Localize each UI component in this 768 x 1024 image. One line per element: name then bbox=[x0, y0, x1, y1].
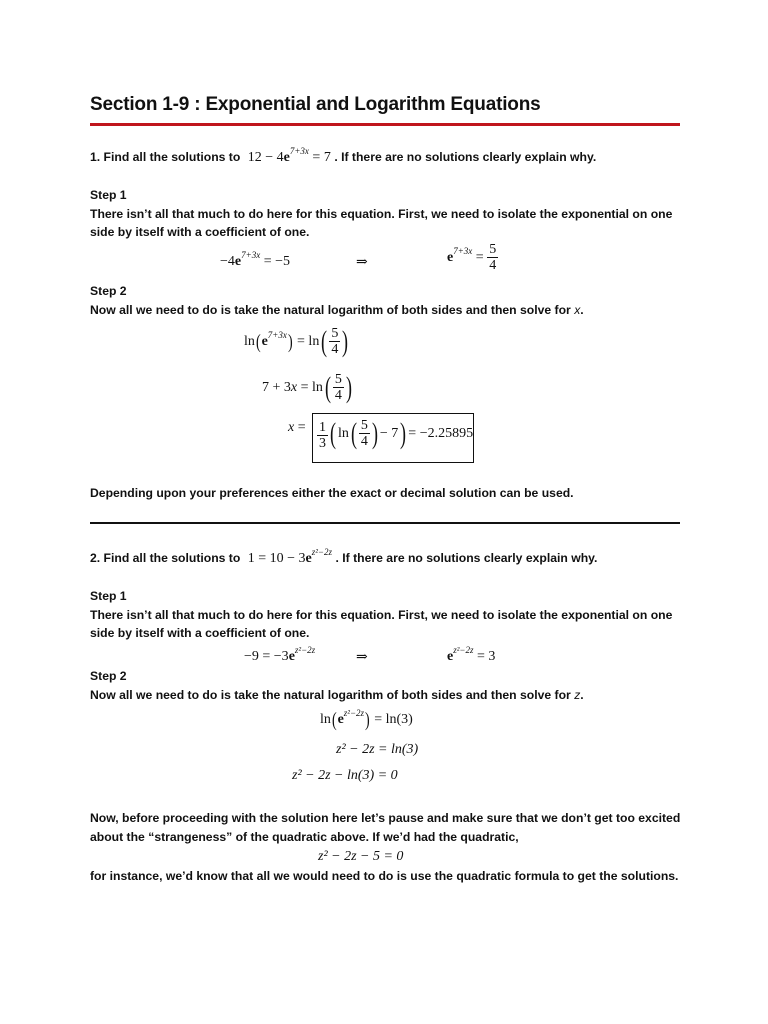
problem-1-prompt-start: 1. Find all the solutions to bbox=[90, 150, 241, 164]
p2-step1-label: Step 1 bbox=[90, 589, 127, 603]
p2-para2: for instance, we’d know that all we would need to do is use the quadratic formula to get the solutions. bbox=[90, 869, 679, 883]
p1-step1-line2: side by itself with a coefficient of one. bbox=[90, 225, 310, 239]
problem-1-prompt-end: . If there are no solutions clearly explain why. bbox=[334, 150, 597, 164]
p1-implies-arrow: ⇒ bbox=[356, 255, 368, 270]
title-rule bbox=[90, 123, 680, 126]
p2-step2-line-2: z² − 2z = ln(3) bbox=[336, 742, 419, 757]
problem-2-prompt-start: 2. Find all the solutions to bbox=[90, 551, 241, 565]
problem-1-equation: $12 - 4e^{7+3x} = 7$ bbox=[247, 146, 331, 165]
p2-step1-equation-result: $e^{z^2-2z} = 3$ bbox=[447, 645, 496, 664]
p1-step2-line-1: $\ln(e^{7+3x}) = \ln$( $\frac{5}{4}$ ) bbox=[244, 324, 349, 358]
p2-implies-arrow: ⇒ bbox=[356, 650, 368, 665]
p1-step1-line1: There isn’t all that much to do here for this equation. First, we need to isolate the exponential on one bbox=[90, 207, 673, 221]
p1-step2-label: Step 2 bbox=[90, 284, 127, 298]
p2-example-equation: z² − 2z − 5 = 0 bbox=[318, 849, 404, 864]
p2-step2-line-1: $\ln(e^{z^2-2z}) = \ln(3)$ bbox=[320, 708, 413, 731]
p1-step2-line: Now all we need to do is take the natural logarithm of both sides and then solve for x. bbox=[90, 303, 584, 317]
p1-step1-equation-result: $e^{7+3x}$ = $\frac{5}{4}$ bbox=[447, 242, 497, 274]
p1-boxed-solution: $\frac{1}{3}$ ( ln( $\frac{5}{4}$ ) − 7) = −2.25895 bbox=[312, 413, 474, 463]
p2-step2-label: Step 2 bbox=[90, 669, 127, 683]
p1-conclusion: Depending upon your preferences either the exact or decimal solution can be used. bbox=[90, 486, 574, 500]
p1-step1-label: Step 1 bbox=[90, 188, 127, 202]
p1-step2-line-2: 7 + 3x = ln( $\frac{5}{4}$ ) bbox=[262, 370, 352, 404]
problem-1-prompt bbox=[90, 148, 596, 167]
p1-step2-line-3: x = bbox=[288, 420, 306, 435]
p2-step1-equation-lhs: $-9 = -3e^{z^2-2z}$ bbox=[244, 645, 316, 664]
p2-para1-line2: about the “strangeness” of the quadratic above. If we’d had the quadratic, bbox=[90, 830, 519, 844]
p1-step1-equation-lhs: $-4e^{7+3x} = -5$ bbox=[220, 250, 290, 269]
p2-para1-line1: Now, before proceeding with the solution here let’s pause and make sure that we don’t get too excited bbox=[90, 811, 681, 825]
problem-divider bbox=[90, 522, 680, 524]
p2-step1-line2: side by itself with a coefficient of one. bbox=[90, 626, 310, 640]
p2-step2-line: Now all we need to do is take the natural logarithm of both sides and then solve for z. bbox=[90, 688, 584, 702]
problem-2-prompt bbox=[90, 549, 597, 568]
problem-2-equation: $1 = 10 - 3e^{z^2-2z}$ bbox=[247, 547, 333, 566]
problem-2-prompt-end: . If there are no solutions clearly explain why. bbox=[335, 551, 598, 565]
p2-step2-line-3: z² − 2z − ln(3) = 0 bbox=[292, 768, 398, 783]
p2-step1-line1: There isn’t all that much to do here for this equation. First, we need to isolate the exponential on one bbox=[90, 608, 673, 622]
section-title: Section 1-9 : Exponential and Logarithm Equations bbox=[90, 94, 541, 115]
